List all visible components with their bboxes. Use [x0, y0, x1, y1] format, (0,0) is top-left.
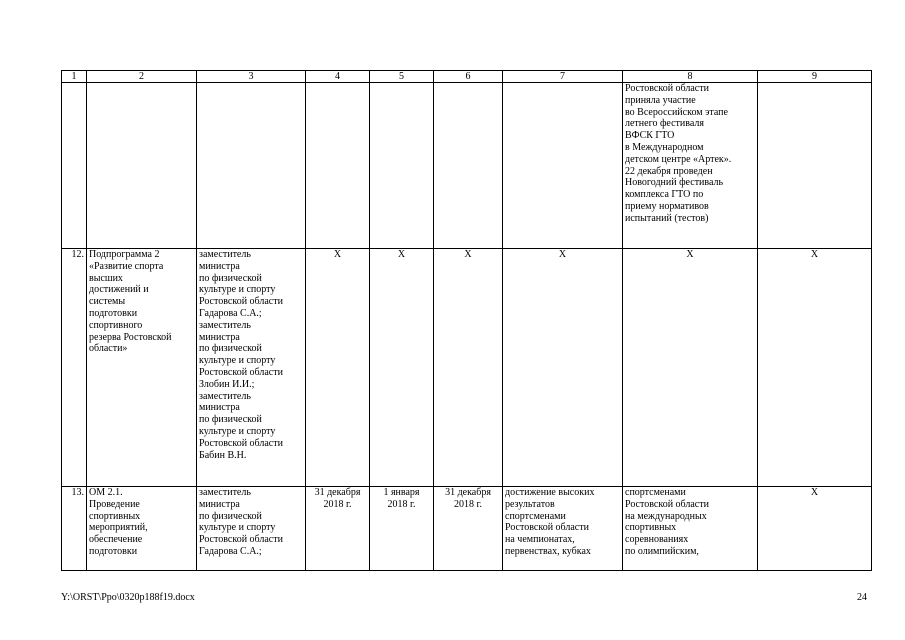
header-col-5: 5	[370, 71, 434, 83]
cell-col-9	[758, 83, 872, 249]
row-number	[62, 83, 87, 249]
cell-col-5: Х	[370, 249, 434, 487]
cell-col-4	[306, 83, 370, 249]
cell-col-8: спортсменами Ростовской области на международных спортивных соревнованиях по олимпийским,	[623, 487, 758, 571]
table-row	[62, 487, 872, 571]
header-col-8: 8	[623, 71, 758, 83]
footer-file-path: Y:\ORST\Ppo\0320p188f19.docx	[61, 592, 195, 603]
cell-col-7: достижение высоких результатов спортсменами Ростовской области на чемпионатах, первенствах, кубках	[503, 487, 623, 571]
event-name: Подпрограмма 2 «Развитие спорта высших достижений и системы подготовки спортивного резерва Ростовской области»	[87, 249, 197, 487]
responsible-person	[197, 83, 306, 249]
cell-col-8: Ростовской области приняла участие во Всероссийском этапе летнего фестиваля ВФСК ГТО в Международном детском центре «Артек». 22 декабря проведен Новогодний фестиваль комплекса ГТО по приему нормативов испытаний (тестов)	[623, 83, 758, 249]
page-number: 24	[857, 592, 867, 603]
responsible-person: заместитель министра по физической культуре и спорту Ростовской области Гадарова С.А.; заместитель министра по физической культуре и спорту Ростовской области Злобин И.И.; заместитель министра по физической культуре и спорту Ростовской области Бабин В.Н.	[197, 249, 306, 487]
header-col-4: 4	[306, 71, 370, 83]
cell-col-6: Х	[434, 249, 503, 487]
cell-col-9: Х	[758, 487, 872, 571]
event-name	[87, 83, 197, 249]
cell-col-8: Х	[623, 249, 758, 487]
header-col-3: 3	[197, 71, 306, 83]
row-number: 13.	[62, 487, 87, 571]
header-col-2: 2	[87, 71, 197, 83]
table-row	[62, 249, 872, 487]
event-name: ОМ 2.1. Проведение спортивных мероприятий, обеспечение подготовки	[87, 487, 197, 571]
header-col-6: 6	[434, 71, 503, 83]
header-col-1: 1	[62, 71, 87, 83]
header-col-9: 9	[758, 71, 872, 83]
cell-col-6: 31 декабря 2018 г.	[434, 487, 503, 571]
table-row	[62, 83, 872, 249]
cell-col-5: 1 января 2018 г.	[370, 487, 434, 571]
cell-col-9: Х	[758, 249, 872, 487]
row-number: 12.	[62, 249, 87, 487]
responsible-person: заместитель министра по физической культуре и спорту Ростовской области Гадарова С.А.;	[197, 487, 306, 571]
cell-col-7	[503, 83, 623, 249]
document-table	[61, 70, 872, 571]
header-row	[62, 71, 872, 83]
cell-col-4: 31 декабря 2018 г.	[306, 487, 370, 571]
cell-col-6	[434, 83, 503, 249]
cell-col-5	[370, 83, 434, 249]
header-col-7: 7	[503, 71, 623, 83]
cell-col-7: Х	[503, 249, 623, 487]
cell-col-4: Х	[306, 249, 370, 487]
